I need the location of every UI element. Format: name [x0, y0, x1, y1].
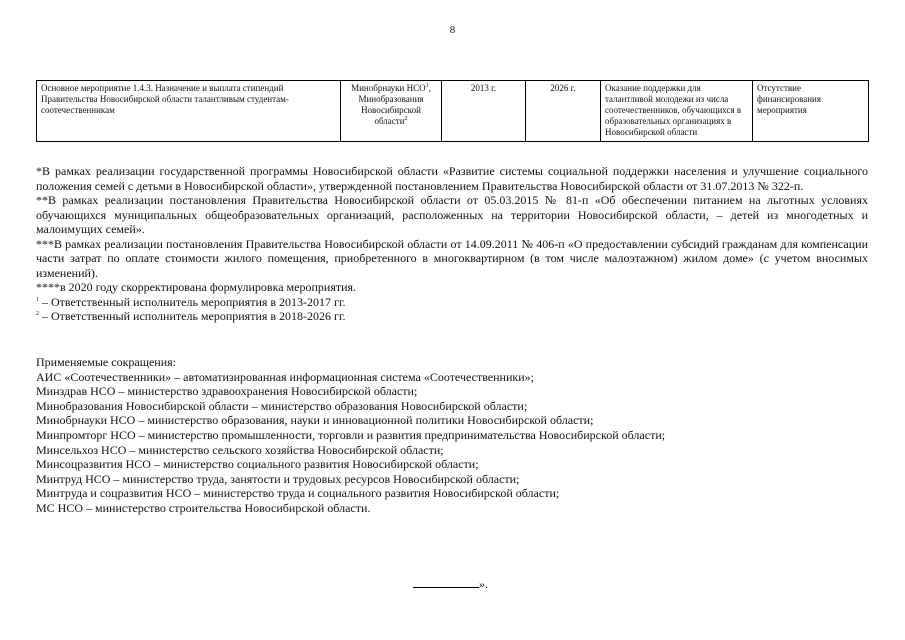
- list-item: Минсельхоз НСО – министерство сельского хозяйства Новосибирской области;: [36, 442, 444, 457]
- executor-2: Минобразования Новосибирской области: [358, 94, 424, 126]
- list-item: Минздрав НСО – министерство здравоохранения Новосибирской области;: [36, 384, 418, 399]
- closing-line: [413, 577, 488, 592]
- list-item: Минтруда и соцразвития НСО – министерство труда и социального развития Новосибирской области;: [36, 486, 560, 501]
- result-text: Оказание поддержки для талантливой молодежи из числа соотечественников, обучающихся в образовательных организациях в Новосибирской области: [605, 83, 742, 137]
- financing-cell: [753, 81, 869, 142]
- note-1: *В рамках реализации государственной программы Новосибирской области «Развитие системы социальной поддержки населения и улучшение социального положения семей с детьми в Новосибирской области», утвержденной постановлением Правительства Новосибирской области от 31.07.2013 № 322-п.: [36, 164, 868, 193]
- start-year: 2013 г.: [470, 83, 497, 93]
- note-4: ****в 2020 году скорректирована формулировка мероприятия.: [36, 280, 357, 294]
- executor-cell: Минобрнауки НСО$^1$, Минобразования Новосибирской области$^2$: [341, 81, 442, 142]
- list-item: МС НСО – министерство строительства Новосибирской области.: [36, 500, 371, 515]
- footnote-2-text: – Ответственный исполнитель мероприятия в 2018-2026 гг.: [39, 309, 346, 323]
- closing-quote: ».: [479, 577, 488, 591]
- result-cell: [601, 81, 753, 142]
- page-number: 8: [449, 24, 456, 36]
- footnote-1: [36, 295, 868, 310]
- note-2: **В рамках реализации постановления Правительства Новосибирской области от 05.03.2015 № 81-п «Об обеспечении питанием на льготных условиях обучающихся муниципальных общеобразовательных организаций, расположенных на территории Новосибирской области, – детей из многодетных и малоимущих семей».: [36, 193, 868, 236]
- list-item: Минсоцразвития НСО – министерство социального развития Новосибирской области;: [36, 457, 479, 472]
- executor-2-footnote-mark: 2: [404, 116, 408, 122]
- footnote-1-mark: 1: [36, 296, 39, 303]
- start-year-cell: [442, 81, 526, 142]
- list-item: Минтруд НСО – министерство труда, занятости и трудовых ресурсов Новосибирской области;: [36, 471, 520, 486]
- footnote-1-text: – Ответственный исполнитель мероприятия в 2013-2017 гг.: [39, 294, 346, 309]
- activity-cell: [37, 81, 341, 142]
- executor-1: Минобрнауки НСО: [351, 83, 426, 93]
- list-item: АИС «Соотечественники» – автоматизированная информационная система «Соотечественники»;: [36, 369, 534, 384]
- end-year-cell: [526, 81, 601, 142]
- end-year: 2026 г.: [550, 83, 576, 93]
- abbreviations-heading: Применяемые сокращения:: [36, 355, 177, 369]
- abbreviations-block: [36, 355, 868, 516]
- note-3: ***В рамках реализации постановления Правительства Новосибирской области от 14.09.2011 № 406-п «О предоставлении субсидий гражданам для компенсации части затрат по оплате стоимости жилого помещения, приобретенного в многоквартирном (в том числе малоэтажном) жилом доме» (с учетом вносимых изменений).: [36, 236, 868, 280]
- activity-table: [36, 80, 869, 142]
- blank-underline: [413, 577, 479, 588]
- list-item: Минобрнауки НСО – министерство образования, науки и инновационной политики Новосибирской области;: [36, 413, 594, 428]
- list-item: Минобразования Новосибирской области – министерство образования Новосибирской области;: [36, 398, 528, 413]
- financing-text: Отсутствие финансирования мероприятия: [757, 83, 821, 115]
- footnote-2-mark: 2: [36, 311, 39, 317]
- executor-1-footnote-mark: 1: [425, 83, 429, 89]
- table-row: [37, 81, 869, 142]
- footnote-2: [36, 309, 868, 324]
- activity-text: Основное мероприятие 1.4.3. Назначение и выплата стипендий Правительства Новосибирской области талантливым студентам-соотечественникам: [41, 83, 289, 115]
- list-item: Минпромторг НСО – министерство промышленности, торговли и развития предпринимательства Новосибирской области;: [36, 427, 666, 442]
- notes-block: [36, 164, 868, 324]
